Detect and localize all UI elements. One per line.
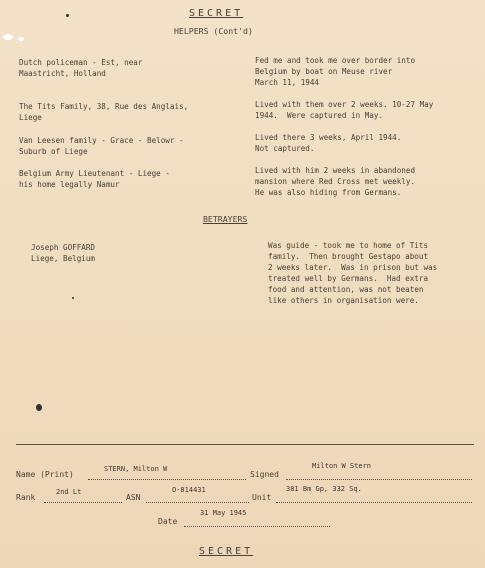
rank-field-line	[44, 502, 122, 503]
signed-field-line	[286, 479, 472, 480]
classification-header: SECRET	[189, 8, 244, 19]
helper-note: He was also hiding from Germans.	[255, 188, 402, 197]
ink-speck	[66, 14, 69, 17]
helper-note: Lived with them over 2 weeks. 10-27 May	[255, 100, 434, 109]
helper-name: Maastricht, Holland	[19, 69, 106, 78]
asn-field-line	[146, 502, 249, 503]
helper-name: Liege	[19, 113, 42, 122]
helper-note: Lived with him 2 weeks in abandoned	[255, 166, 416, 175]
helper-name: Belgium Army Lieutenant - Liege -	[19, 169, 170, 178]
signed-label: Signed	[250, 470, 279, 479]
unit-label: Unit	[252, 493, 272, 502]
rank-label: Rank	[16, 493, 36, 502]
asn-value: O-814431	[172, 486, 206, 494]
date-field-line	[184, 526, 330, 527]
helper-name: Van Leesen family - Grace - Belowr -	[19, 136, 184, 145]
date-value: 31 May 1945	[200, 509, 247, 517]
punch-hole	[3, 34, 13, 40]
betrayer-note: 2 weeks later. Was in prison but was	[268, 263, 438, 272]
helper-note: Fed me and took me over border into	[255, 56, 416, 65]
helper-note: Belgium by boat on Meuse river	[255, 67, 393, 76]
section-title: HELPERS (Cont'd)	[174, 26, 253, 36]
name-field-line	[88, 479, 246, 480]
helper-name: his home legally Namur	[19, 180, 120, 189]
unit-field-line	[276, 502, 472, 503]
betrayer-note: treated well by Germans. Had extra	[268, 274, 429, 283]
betrayer-note: family. Then brought Gestapo about	[268, 252, 429, 261]
helper-name: The Tits Family, 38, Rue des Anglais,	[19, 102, 189, 111]
helper-note: Lived there 3 weeks, April 1944.	[255, 133, 402, 142]
date-label: Date	[158, 517, 178, 526]
helper-note: March 11, 1944	[255, 78, 320, 87]
helper-note: 1944. Were captured in May.	[255, 111, 384, 120]
betrayer-note: Was guide - took me to home of Tits	[268, 241, 429, 250]
betrayer-name: Liege, Belgium	[31, 254, 96, 263]
section-divider	[16, 444, 474, 445]
name-value: STERN, Milton W	[104, 465, 168, 473]
rank-value: 2nd Lt	[56, 488, 82, 496]
asn-label: ASN	[126, 493, 141, 502]
helper-note: Not captured.	[255, 144, 315, 153]
classification-footer: SECRET	[199, 546, 254, 557]
betrayer-note: like others in organisation were.	[268, 296, 419, 305]
signed-value: Milton W Stern	[312, 462, 372, 470]
betrayer-name: Joseph GOFFARD	[31, 243, 96, 252]
helper-name: Dutch policeman - Est, near	[19, 58, 143, 67]
helper-note: mansion where Red Cross met weekly.	[255, 177, 416, 186]
betrayer-note: food and attention, was not beaten	[268, 285, 424, 294]
name-label: Name (Print)	[16, 470, 74, 479]
helper-name: Suburb of Liege	[19, 147, 88, 156]
ink-speck	[72, 297, 74, 299]
ink-speck	[36, 404, 42, 411]
unit-value: 381 Bm Gp, 332 Sq.	[286, 485, 362, 493]
betrayers-title: BETRAYERS	[203, 214, 248, 224]
punch-hole	[18, 37, 24, 41]
